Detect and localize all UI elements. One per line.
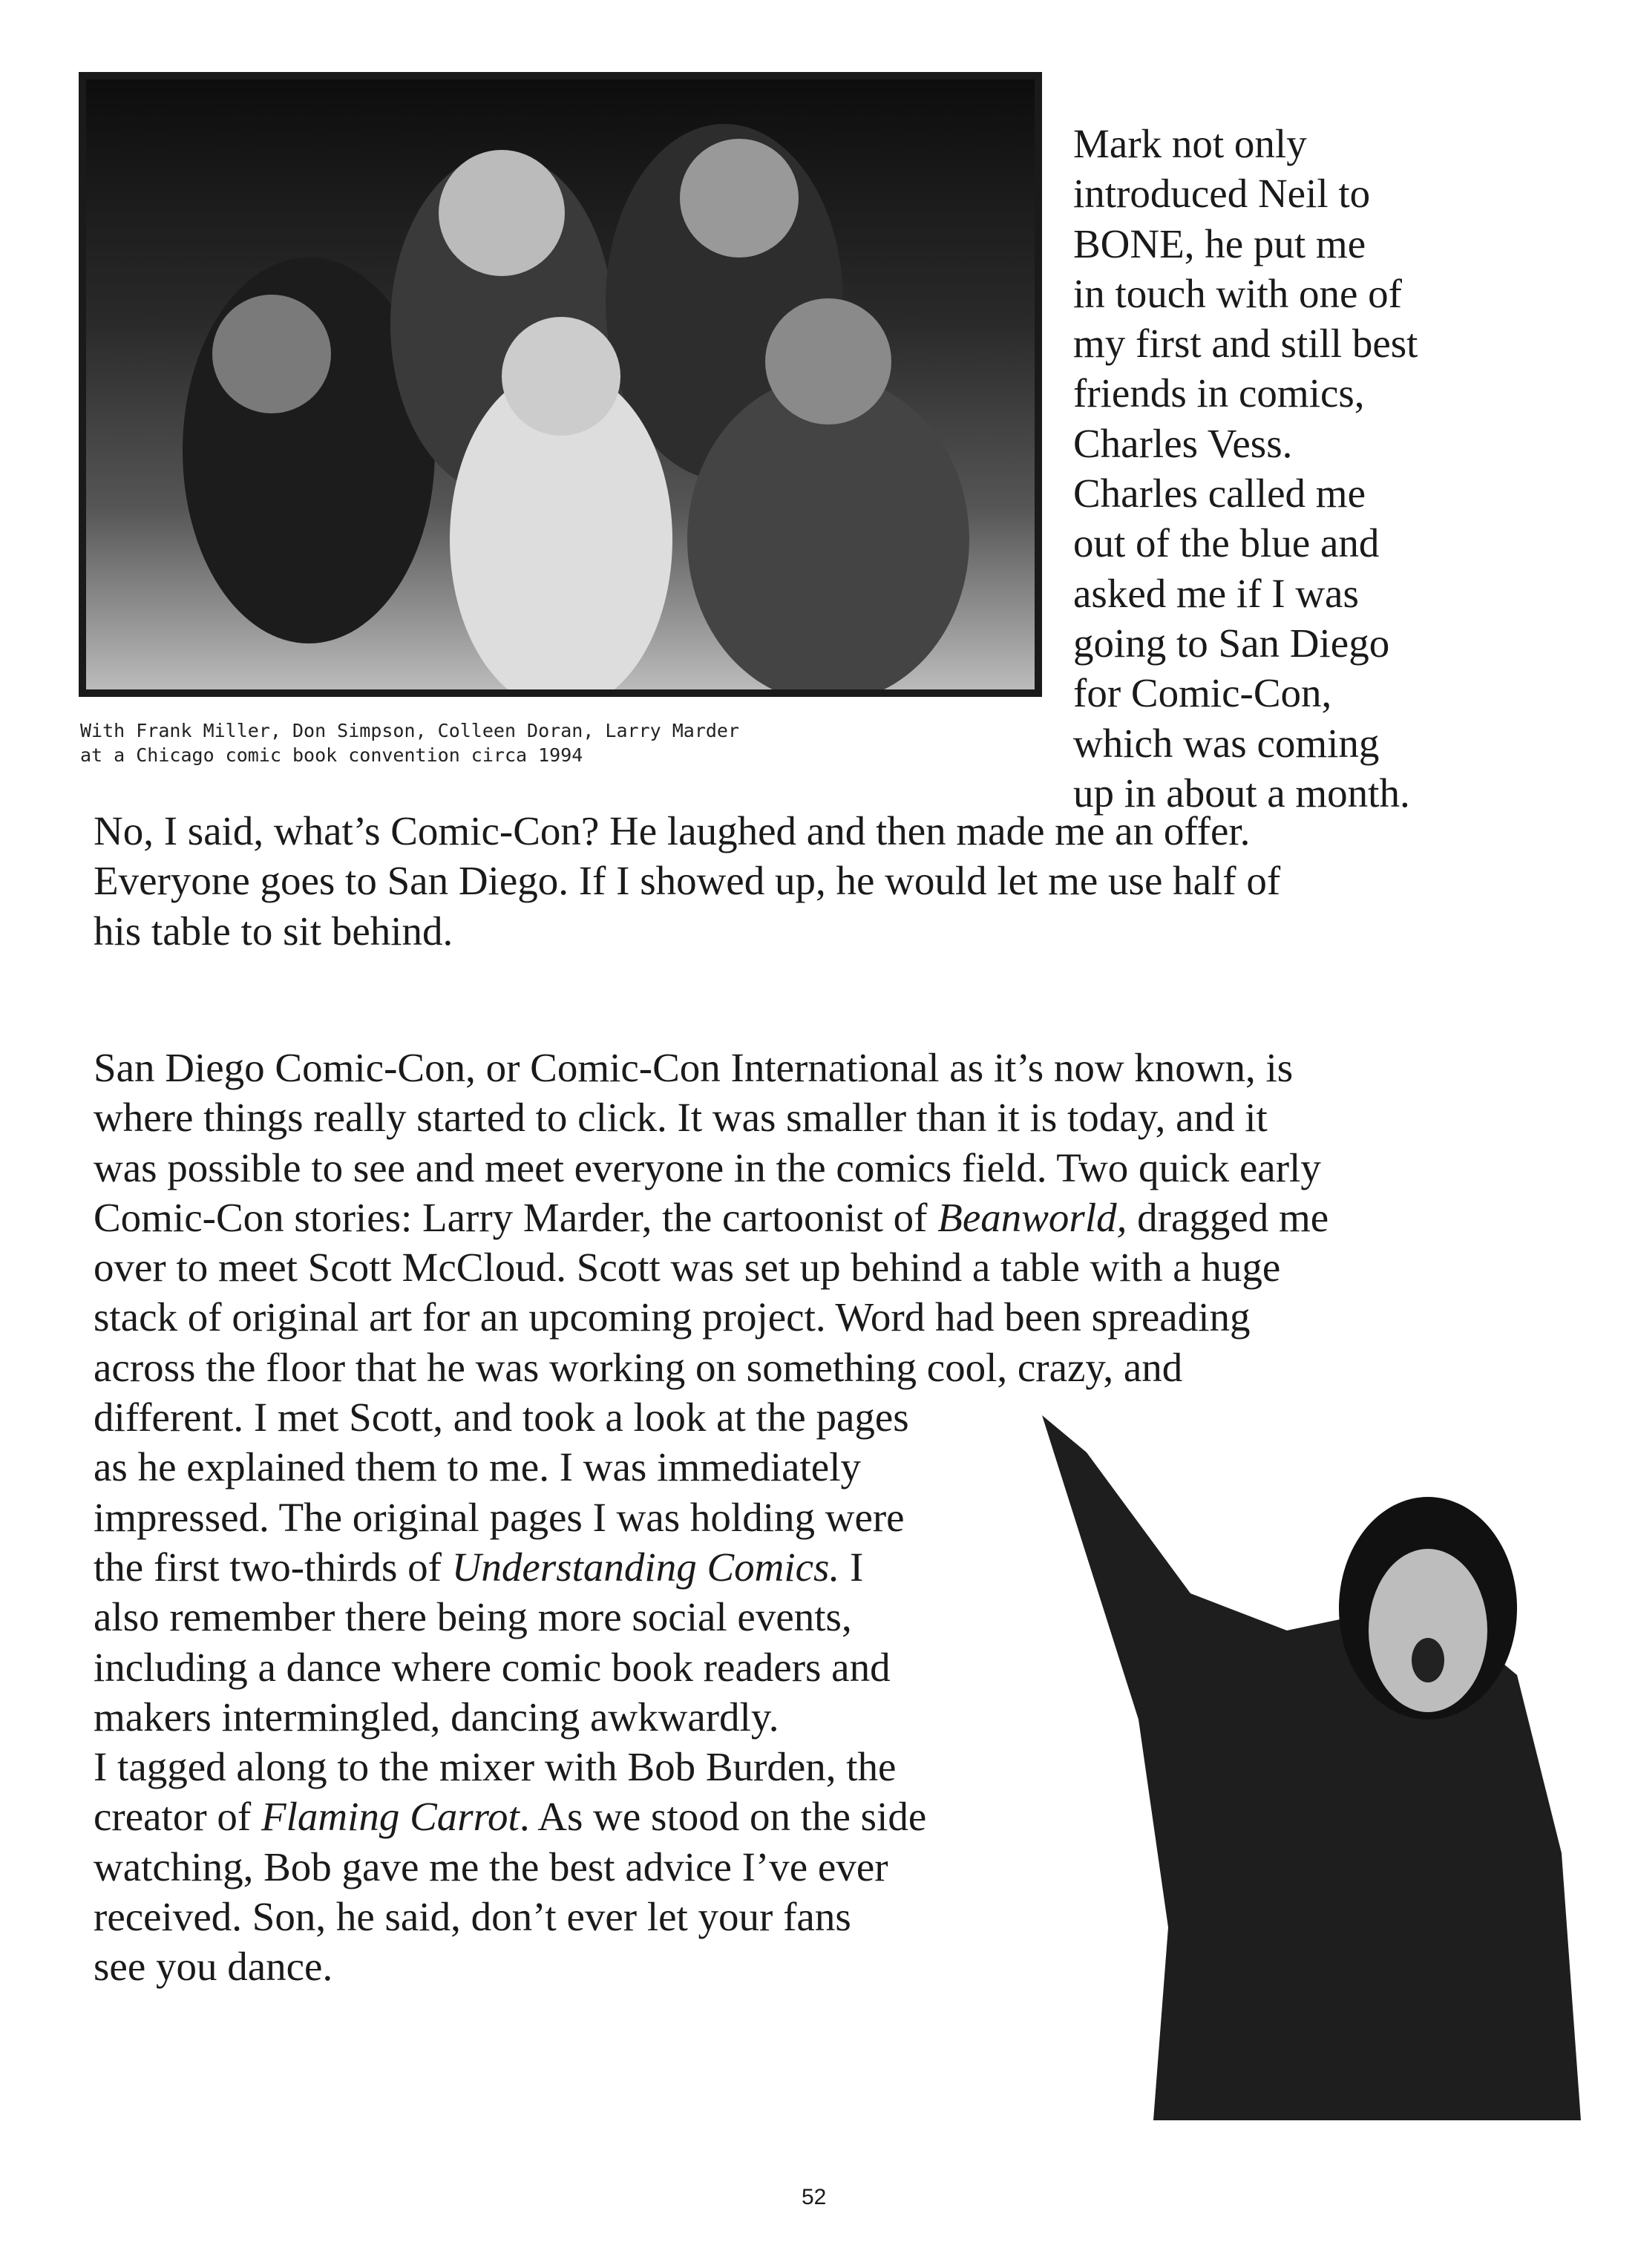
- text-line: over to meet Scott McCloud. Scott was set up behind a table with a huge: [94, 1245, 1281, 1291]
- text-line: in touch with one of: [1073, 270, 1402, 316]
- right-column-text: [1073, 119, 1418, 818]
- text-line: Charles called me: [1073, 471, 1366, 517]
- text-line: stack of original art for an upcoming project. Word had been spreading: [94, 1294, 1251, 1340]
- text-line: my first and still best: [1073, 321, 1418, 367]
- text-line: going to San Diego: [1073, 620, 1390, 666]
- text-line: I tagged along to the mixer with Bob Burden, the: [94, 1744, 897, 1790]
- text-line: makers intermingled, dancing awkwardly.: [94, 1694, 779, 1740]
- text-line: creator of Flaming Carrot. As we stood on the side: [94, 1794, 927, 1840]
- paragraph-1: [94, 806, 1280, 956]
- text-line: Everyone goes to San Diego. If I showed up, he would let me use half of: [94, 858, 1281, 904]
- text-line: including a dance where comic book readers and: [94, 1644, 891, 1690]
- text-line: friends in comics,: [1073, 370, 1365, 416]
- text-line: up in about a month.: [1073, 770, 1410, 816]
- text-line: Mark not only: [1073, 121, 1307, 166]
- text-line: BONE, he put me: [1073, 220, 1366, 266]
- text-line: received. Son, he said, don’t ever let your fans: [94, 1894, 851, 1940]
- text-line: No, I said, what’s Comic-Con? He laughed and then made me an offer.: [94, 808, 1251, 853]
- text-line: for Comic-Con,: [1073, 670, 1332, 716]
- text-line: San Diego Comic-Con, or Comic-Con International as it’s now known, is: [94, 1045, 1294, 1090]
- text-line: see you dance.: [94, 1944, 333, 1990]
- text-line: the first two-thirds of Understanding Comics. I: [94, 1544, 864, 1590]
- caption-line: With Frank Miller, Don Simpson, Colleen Doran, Larry Marder: [80, 720, 740, 741]
- photo-caption: [80, 718, 739, 767]
- text-line: across the floor that he was working on something cool, crazy, and: [94, 1344, 1183, 1390]
- text-line: where things really started to click. It was smaller than it is today, and it: [94, 1095, 1268, 1141]
- text-line: Comic-Con stories: Larry Marder, the cartoonist of Beanworld, dragged me: [94, 1194, 1329, 1240]
- text-line: out of the blue and: [1073, 520, 1380, 566]
- text-line: was possible to see and meet everyone in the comics field. Two quick early: [94, 1144, 1321, 1190]
- dancing-man-photo: [1042, 1408, 1581, 2120]
- text-line: Charles Vess.: [1073, 420, 1293, 466]
- text-line: also remember there being more social events,: [94, 1594, 852, 1640]
- text-line: introduced Neil to: [1073, 171, 1371, 217]
- caption-line: at a Chicago comic book convention circa 1994: [80, 744, 583, 766]
- text-line: different. I met Scott, and took a look at the pages: [94, 1394, 909, 1441]
- text-line: asked me if I was: [1073, 570, 1359, 616]
- text-line: which was coming: [1073, 720, 1380, 766]
- text-line: as he explained them to me. I was immediately: [94, 1444, 861, 1490]
- text-line: impressed. The original pages I was holding were: [94, 1494, 905, 1540]
- text-line: his table to sit behind.: [94, 908, 453, 954]
- page-number: 52: [802, 2185, 827, 2209]
- text-line: watching, Bob gave me the best advice I’ve ever: [94, 1843, 888, 1890]
- group-photo: [79, 72, 1042, 697]
